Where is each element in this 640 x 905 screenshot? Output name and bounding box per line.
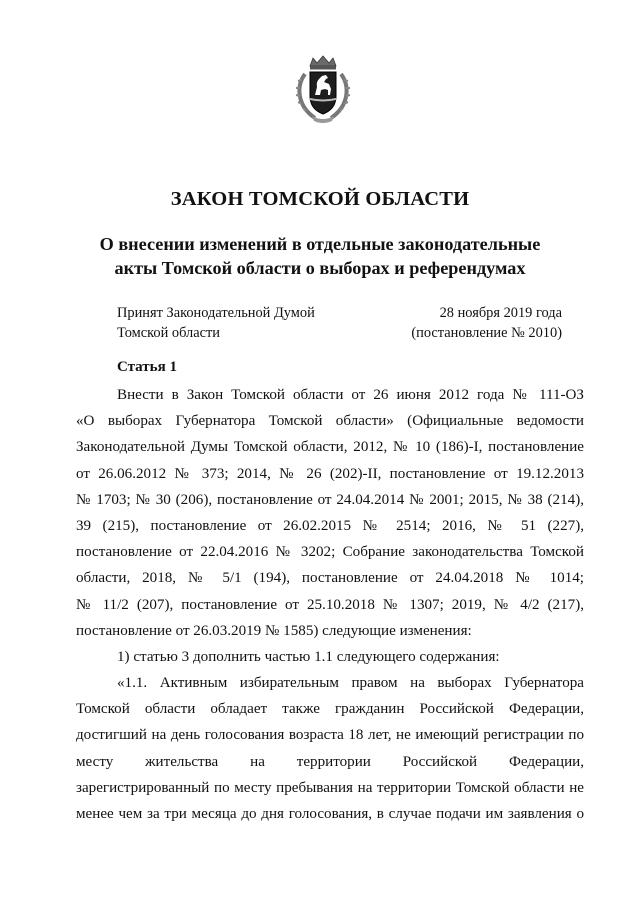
body-line: области, 2018, № 5/1 (194), постановление от 24.04.2018 № 1014; — [76, 570, 584, 587]
law-subject-line: акты Томской области о выборах и референдумах — [114, 258, 526, 278]
adoption-date-line: 28 ноября 2019 года — [439, 305, 562, 321]
body-line: Внести в Закон Томской области от 26 июня 2012 года № 111-ОЗ — [117, 387, 584, 403]
body-line: «1.1. Активным избирательным правом на выборах Губернатора — [117, 675, 584, 692]
article-title: Статья 1 — [117, 359, 177, 375]
article-body — [76, 382, 584, 827]
body-line: Томской области обладает также гражданин Российской Федерации, — [76, 701, 584, 718]
body-line: Законодательной Думы Томской области, 2012, № 10 (186)-I, постановление — [76, 439, 584, 456]
body-line: «О выборах Губернатора Томской области» (Официальные ведомости — [76, 413, 584, 430]
body-line: 39 (215), постановление от 26.02.2015 № 2514; 2016, № 51 (227), — [76, 517, 584, 534]
coat-of-arms-icon — [293, 54, 353, 124]
body-line: месту жительства на территории Российской Федерации, — [76, 753, 584, 770]
resolution-number: (постановление № 2010) — [411, 325, 562, 341]
adopted-by-line: Томской области — [117, 325, 220, 341]
body-line: зарегистрированный по месту пребывания на территории Томской области не — [76, 779, 584, 796]
body-line: достигший на день голосования возраста 18 лет, не имеющий регистрации по — [76, 727, 584, 744]
body-line: постановление от 26.03.2019 № 1585) следующие изменения: — [76, 622, 472, 639]
adoption-date — [411, 303, 562, 343]
body-line: № 11/2 (207), постановление от 25.10.2018 № 1307; 2019, № 4/2 (217), — [76, 596, 584, 613]
adopted-by-line: Принят Законодательной Думой — [117, 305, 315, 321]
law-subject — [0, 232, 640, 280]
body-line: от 26.06.2012 № 373; 2014, № 26 (202)-II, постановление от 19.12.2013 — [76, 465, 584, 482]
body-line: № 1703; № 30 (206), постановление от 24.04.2014 № 2001; 2015, № 38 (214), — [76, 491, 584, 508]
body-line: 1) статью 3 дополнить частью 1.1 следующего содержания: — [117, 648, 500, 665]
body-line: постановление от 22.04.2016 № 3202; Собрание законодательства Томской — [76, 544, 584, 561]
adopted-by — [117, 303, 315, 343]
law-subject-line: О внесении изменений в отдельные законодательные — [99, 234, 541, 254]
law-title: ЗАКОН ТОМСКОЙ ОБЛАСТИ — [170, 188, 470, 210]
body-line: менее чем за три месяца до дня голосования, в случае подачи им заявления о — [76, 806, 584, 822]
